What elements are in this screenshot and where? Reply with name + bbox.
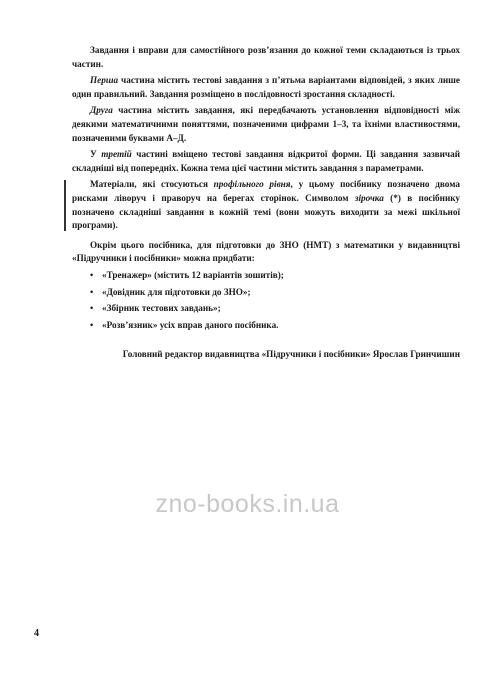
- left-margin-marker: [64, 180, 66, 230]
- editor-signature: Головний редактор видавництва «Підручники і посібники» Ярослав Гринчишин: [122, 349, 460, 360]
- intro-paragraph: [72, 44, 460, 71]
- second-part-text: частина містить завдання, які передбачають установлення відповідності між деякими математичними поняттями, позначеними цифрами 1–3, та їхніми властивостями, позначеними буквами А–Д.: [72, 105, 460, 143]
- list-item-text: «Розв’язник» усіх вправ даного посібника.: [102, 319, 279, 330]
- second-part-paragraph: [72, 104, 460, 145]
- also-available-text: Окрім цього посібника, для підготовки до ЗНО (НМТ) з математики у видавництві «Підручники і посібники» можна придбати:: [72, 239, 460, 264]
- bullet: •: [90, 269, 94, 280]
- third-part-text: частині вміщено тестові завдання відкритої форми. Ці завдання зазвичай складніші від попередніх. Кожна тема цієї частини містить завдання з параметрами.: [72, 149, 460, 173]
- star-lead: зірочка: [354, 192, 384, 203]
- profile-text: (*) в посібнику позначено складніші завдання в кожній темі (вони можуть виходити за межі шкільної програми).: [72, 192, 460, 231]
- page-number: 4: [34, 628, 39, 639]
- list-item-text: «Довідник для підготовки до ЗНО»;: [102, 286, 251, 297]
- watermark-text: zno-books.in.ua: [155, 490, 340, 518]
- third-part-lead: третій: [101, 149, 132, 160]
- page-content: [72, 44, 460, 365]
- first-part-paragraph: [72, 74, 460, 101]
- list-item: [72, 286, 460, 300]
- profile-level-block: [72, 178, 460, 232]
- bullet: •: [90, 319, 94, 330]
- also-available-paragraph: [72, 239, 460, 266]
- list-item-text: «Тренажер» (містить 12 варіантів зошитів);: [102, 269, 284, 280]
- profile-lead: профільного рівня: [213, 179, 291, 190]
- list-item-text: «Збірник тестових завдань»;: [102, 303, 221, 314]
- first-part-text: частина містить тестові завдання з п’ятьма варіантами відповідей, з яких лише один правильний. Завдання розміщено в послідовності зростання складності.: [72, 75, 460, 99]
- books-list: [72, 269, 460, 332]
- first-part-lead: Перша: [90, 75, 119, 86]
- list-item: [72, 269, 460, 283]
- bullet: •: [90, 286, 94, 297]
- third-part-prefix: У: [90, 149, 102, 160]
- profile-middle: , у цьому посібнику позначено двома рисками ліворуч і праворуч на берегах сторінок. Символом: [72, 179, 460, 203]
- list-item: [72, 302, 460, 316]
- bullet: •: [90, 303, 94, 314]
- profile-level-paragraph: [72, 178, 460, 232]
- profile-prefix: Матеріали, які стосуються: [90, 179, 214, 190]
- list-item: [72, 319, 460, 333]
- second-part-lead: Друга: [90, 105, 113, 116]
- third-part-paragraph: [72, 148, 460, 175]
- intro-text: Завдання і вправи для самостійного розв’язання до кожної теми складаються із трьох частин.: [72, 45, 460, 69]
